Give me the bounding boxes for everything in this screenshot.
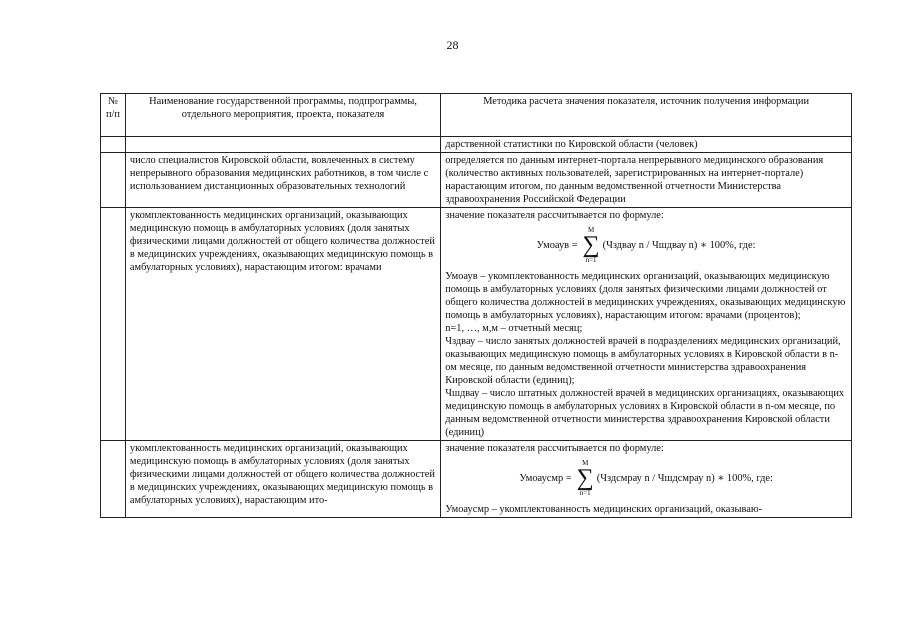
table-row — [101, 153, 852, 208]
cell-method: дарственной статистики по Кировской области (человек) — [441, 137, 852, 153]
cell-number — [101, 208, 126, 441]
table-row — [101, 137, 852, 153]
cell-indicator: число специалистов Кировской области, вовлеченных в систему непрерывного образования медицинских работников, в том числе с использованием дистанционных образовательных технологий — [125, 153, 440, 208]
cell-method — [441, 441, 852, 518]
formula-lhs: Умоаусмр = — [519, 472, 572, 484]
cell-number — [101, 153, 126, 208]
definition: Чздвау – число занятых должностей врачей в подразделениях медицинских организаций, оказывающих медицинскую помощь в амбулаторных условиях в Кировской области в n-ом месяце, по данным ведомственной отчетности министерства здравоохранения Кировской области (единиц); — [445, 336, 841, 386]
table-row — [101, 441, 852, 518]
formula-intro: значение показателя рассчитывается по формуле: — [445, 210, 664, 221]
sigma-icon: ∑ — [582, 232, 600, 258]
sum-lower-limit: n=1 — [579, 489, 591, 497]
formula-rhs: (Чздсмрау n / Чшдсмрау n) ∗ 100%, где: — [596, 472, 773, 484]
cell-number — [101, 441, 126, 518]
indicators-table — [100, 93, 852, 518]
cell-method: определяется по данным интернет-портала непрерывного медицинского образования (количество активных пользователей, зарегистрированных на интернет-портале) нарастающим итогом, по данным ведомственной отчетности Министерства здравоохранения Российской Федерации — [441, 153, 852, 208]
definition: Умоаусмр – укомплектованность медицинских организаций, оказываю- — [445, 504, 763, 515]
header-indicator-name: Наименование государственной программы, подпрограммы, отдельного мероприятия, проекта, показателя — [125, 94, 440, 137]
cell-indicator — [125, 137, 440, 153]
cell-number — [101, 137, 126, 153]
table-header-row — [101, 94, 852, 137]
sum-upper-limit: M — [587, 226, 595, 234]
cell-indicator: укомплектованность медицинских организаций, оказывающих медицинскую помощь в амбулаторных условиях (доля занятых физическими лицами должностей от общего количества должностей в медицинских учреждениях, оказывающих медицинскую помощь в амбулаторных условиях), нарастающим итогом: врачами — [125, 208, 440, 441]
header-calculation-method: Методика расчета значения показателя, источник получения информации — [441, 94, 852, 137]
page-number: 28 — [446, 38, 459, 52]
definition: Чшдвау – число штатных должностей врачей в медицинских организациях, оказывающих медицинскую помощь в амбулаторных условиях в Кировской области в n-ом месяце, по данным ведомственной отчетности министерства здравоохранения Кировской области (единиц) — [445, 388, 845, 438]
definition: Умоаув – укомплектованность медицинских организаций, оказывающих медицинскую помощь в амбулаторных условиях (доля занятых физическими лицами должностей от общего количества должностей в медицинских учреждениях, оказывающих медицинскую помощь в амбулаторных условиях), нарастающим итогом: врачами (процентов); — [445, 271, 846, 321]
cell-indicator: укомплектованность медицинских организаций, оказывающих медицинскую помощь в амбулаторных условиях (доля занятых физическими лицами должностей от общего количества должностей в медицинских учреждениях, оказывающих медицинскую помощь в амбулаторных условиях), нарастающим ито- — [125, 441, 440, 518]
sum-upper-limit: M — [582, 459, 589, 467]
definition: n=1, …, м,м – отчетный месяц; — [445, 323, 583, 334]
formula — [445, 222, 847, 270]
sum-operator — [577, 459, 594, 497]
formula-intro: значение показателя рассчитывается по формуле: — [445, 443, 664, 454]
header-number: № п/п — [101, 94, 126, 137]
formula-rhs: (Чздвау n / Чшдвау n) ∗ 100%, где: — [602, 239, 756, 251]
sum-lower-limit: n=1 — [585, 256, 597, 264]
sum-operator — [583, 226, 600, 264]
sigma-icon: ∑ — [576, 465, 594, 491]
formula-lhs: Умоаув = — [536, 239, 578, 251]
cell-method — [441, 208, 852, 441]
formula — [445, 455, 847, 503]
table-row — [101, 208, 852, 441]
